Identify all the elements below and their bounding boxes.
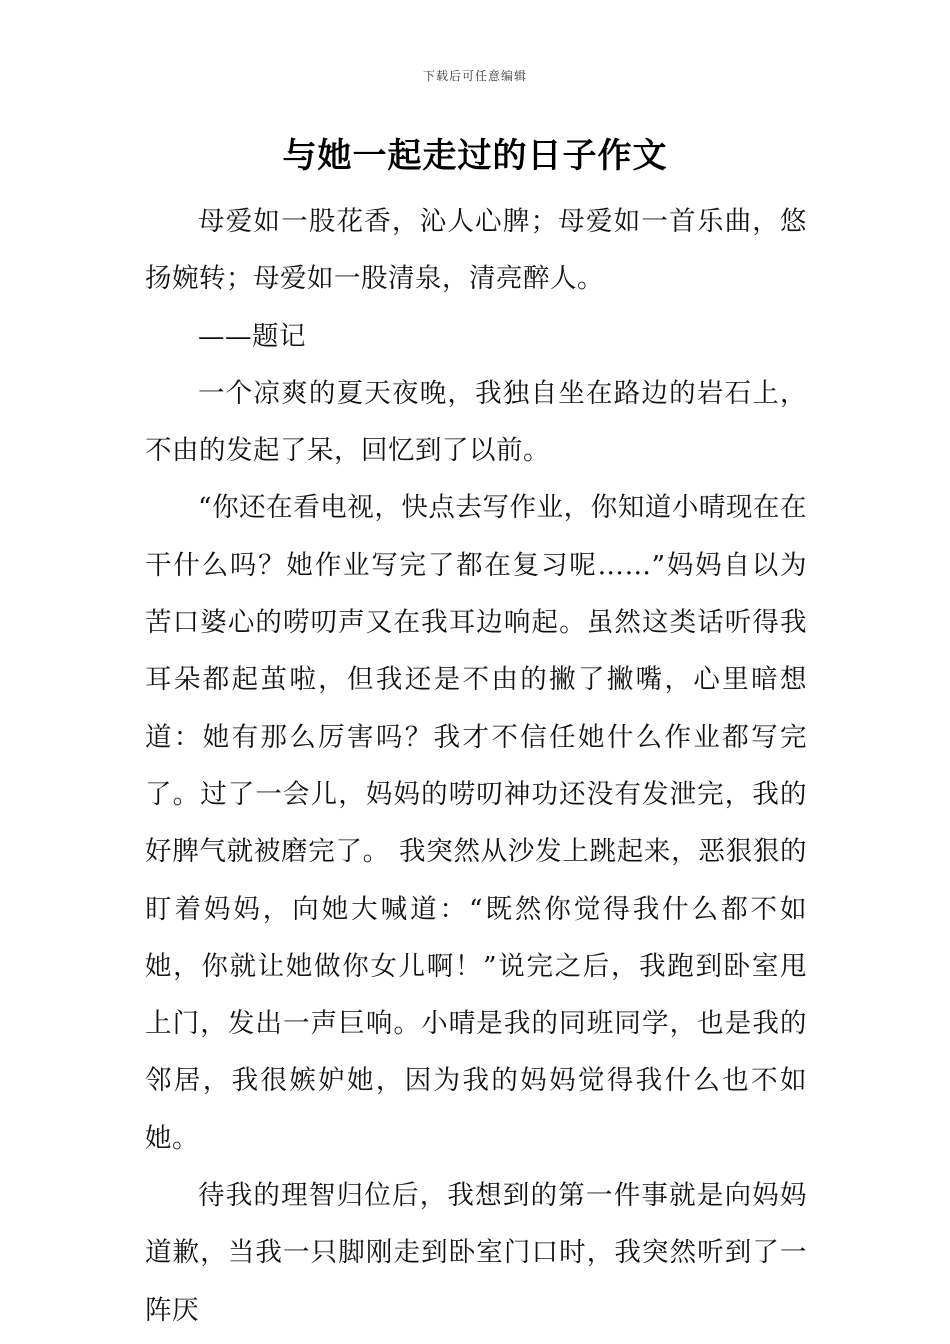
paragraph-epigraph-attribution: ——题记 — [198, 320, 306, 352]
document-body — [145, 193, 807, 1339]
document-title: 与她一起走过的日子作文 — [282, 136, 668, 176]
header-note: 下载后可任意编辑 — [422, 69, 527, 83]
paragraph-memory: “你还在看电视，快点去写作业，你知道小晴现在在干什么吗？她作业写完了都在复习呢……”妈妈自以为苦口婆心的唠叨声又在我耳边响起。虽然这类话听得我耳朵都起茧啦，但我还是不由的撇了撇嘴，心里暗想道：她有那么厉害吗？我才不信任她什么作业都写完了。过了一会儿，妈妈的唠叨神功还没有发泄完，我的好脾气就被磨完了。 我突然从沙发上跳起来，恶狠狠的盯着妈妈，向她大喊道：“既然你觉得我什么都不如她，你就让她做你女儿啊！”说完之后，我跑到卧室甩上门，发出一声巨响。小晴是我的同班同学，也是我的邻居，我很嫉妒她，因为我的妈妈觉得我什么也不如她。 — [145, 492, 807, 1154]
paragraph-opening: 一个凉爽的夏天夜晚，我独自坐在路边的岩石上，不由的发起了呆，回忆到了以前。 — [145, 377, 807, 467]
paragraph-intro: 母爱如一股花香，沁人心脾；母爱如一首乐曲，悠扬婉转；母爱如一股清泉，清亮醉人。 — [145, 206, 807, 295]
paragraph-apology: 待我的理智归位后，我想到的第一件事就是向妈妈道歉，当我一只脚刚走到卧室门口时，我突然听到了一阵厌 — [145, 1180, 807, 1326]
